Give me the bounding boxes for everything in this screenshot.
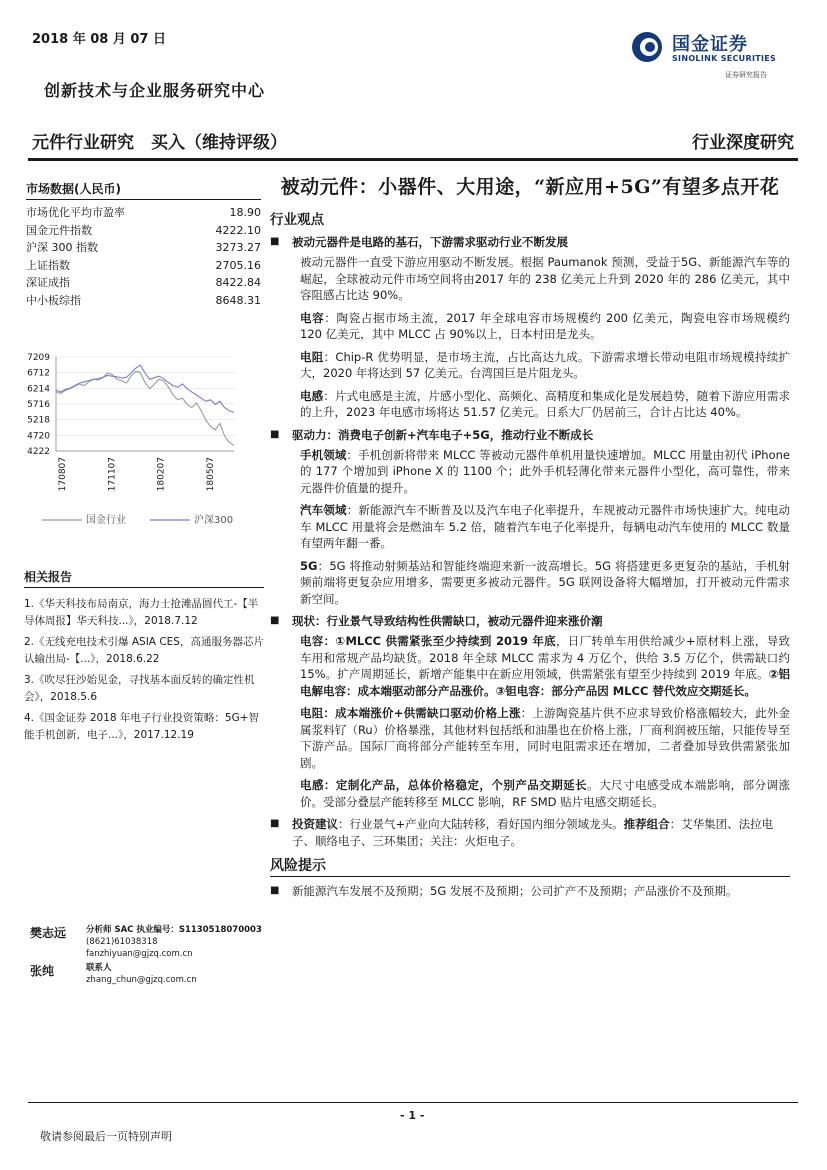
bottom-rule: [28, 1102, 798, 1103]
market-row-value: 18.90: [229, 206, 261, 219]
y-tick-label: 7209: [27, 353, 50, 363]
analyst-card: [30, 962, 270, 1000]
para-auto: 汽车领域：新能源汽车不断普及以及汽车电子化率提升，车规被动元器件市场快速扩大。纯电动车 MLCC 用量将会是燃油车 5.2 倍，随着汽车电子化率提升，每辆电动汽车使用的 MLCC 数量有望两年翻一番。: [300, 503, 790, 550]
bullet-risk: ■ 新能源汽车发展不及预期；5G 发展不及预期；公司扩产不及预期；产品涨价不及预期。: [270, 884, 738, 898]
market-data: [26, 180, 261, 309]
series-line-hs300: [56, 365, 234, 412]
para-phone: 手机领域：手机创新将带来 MLCC 等被动元器件单机用量快速增加。MLCC 用量由初代 iPhone 的 177 个增加到 iPhone X 的 1100 个；此外手机轻薄化带来元器件小型化，高可靠性，带来元器件价值量的提升。: [300, 447, 790, 495]
market-data-rows: [26, 204, 261, 309]
logo-subtitle: 证券研究报告: [725, 71, 767, 79]
market-row: [26, 204, 261, 222]
para-capacitor-status: 电容：①MLCC 供需紧张至少持续到 2019 年底，日厂转单车用供给减少+原材料上涨，导致车用和常规产品均缺货。2018 年全球 MLCC 需求为 4 万亿个，供给 3.5 万亿个，供需缺口约 15%。扩产周期延长，新增产能集中在新应用领域，供需紧张有望至少持续到 2019 年底。②铝电解电容：成本端驱动部分产品涨价。③钽电容：部分产品因 MLCC 替代效应交期延长。: [300, 634, 790, 698]
bullet-foundation: ■ 被动元器件是电路的基石，下游需求驱动行业不断发展: [270, 235, 568, 249]
para-inductor: 电感：片式电感是主流，片感小型化、高频化、高精度和集成化是发展趋势，随着下游应用需求的上升，2023 年电感市场将达 51.57 亿美元。日系大厂仍居前三，合计占比达 40%。: [300, 388, 790, 419]
related-report-item[interactable]: 1.《华天科技布局南京，海力士抢滩晶圆代工-【半导体周报】华天科技...》，2018.7.12: [24, 598, 259, 627]
index-line-chart: [22, 345, 262, 545]
bullet-square-icon: ■: [270, 428, 280, 440]
market-row-value: 2705.16: [215, 258, 261, 272]
market-row: [26, 274, 261, 292]
x-tick-label: 170807: [58, 457, 68, 492]
related-report-item[interactable]: 2.《无线充电技术引爆 ASIA CES，高通服务器芯片认输出局-【...》，2018.6.22: [24, 636, 264, 665]
market-row-label: 上证指数: [26, 258, 70, 272]
analyst-details: [86, 962, 197, 986]
analysts: [30, 924, 270, 1000]
bullet-status: ■ 现状：行业景气导致结构性供需缺口，被动元器件迎来涨价潮: [270, 614, 603, 628]
related-report-item[interactable]: 3.《吹尽狂沙始见金，寻找基本面反转的确定性机会》，2018.5.6: [24, 674, 255, 703]
page-number: - 1 -: [400, 1109, 425, 1122]
y-tick-label: 6214: [27, 384, 50, 395]
logo-name-cn: 国金证券: [672, 34, 748, 55]
company-logo: [630, 26, 800, 84]
x-tick-label: 180507: [206, 457, 216, 492]
y-tick-label: 6712: [27, 368, 50, 379]
para-capacitor: 电容：陶瓷占据市场主流，2017 年全球电容市场规模约 200 亿美元，陶瓷电容市场规模约 120 亿美元，其中 MLCC 占 90%以上，日本村田是龙头。: [300, 310, 790, 341]
market-row-label: 中小板综指: [26, 293, 81, 307]
analyst-details: [86, 924, 262, 960]
para-inductor-status: 电感：定制化产品，总体价格稳定，个别产品交期延长。大尺寸电感受成本端影响，部分调涨价。受部分叠层产能转移至 MLCC 影响，RF SMD 贴片电感交期延长。: [300, 778, 791, 809]
bullet-investment: ■ 投资建议：行业景气+产业向大陆转移，看好国内细分领域龙头。推荐组合：艾华集团、法拉电子、顺络电子、三环集团；关注：火炬电子。: [270, 817, 774, 848]
related-reports-title: 相关报告: [24, 568, 264, 588]
market-row-value: 4222.10: [215, 223, 261, 237]
legend-label: 国金行业: [86, 515, 126, 526]
analyst-name: 张纯: [30, 964, 55, 978]
analyst-card: [30, 924, 270, 962]
para-resistor-status: 电阻：成本端涨价+供需缺口驱动价格上涨：上游陶瓷基片供不应求导致价格涨幅较大，此外金属浆料钌（Ru）价格暴涨，其他材料包括纸和油墨也在价格上涨，厂商利润被压缩，只能传导至下游产品。国际厂商将部分产能转至车用，同时电阻需求还在增加，二者叠加导致供需紧张加剧。: [300, 706, 791, 770]
y-tick-label: 4222: [27, 447, 50, 457]
market-row-value: 8422.84: [215, 276, 261, 289]
market-row: [26, 222, 261, 240]
market-row-value: 3273.27: [215, 241, 261, 254]
x-tick-label: 180207: [156, 457, 167, 492]
analyst-detail-line: 分析师 SAC 执业编号：S1130518070003: [86, 925, 262, 935]
bullet-square-icon: ■: [270, 615, 280, 626]
para-overview: 被动元器件一直受下游应用驱动不断发展。根据 Paumanok 预测，受益于5G、新能源汽车等的崛起，全球被动元件市场空间将由2017 年的 238 亿美元上升到 2020 年的 286 亿美元，其中容阻感占比达 90%。: [300, 255, 790, 302]
report-date: 2018 年 08 月 07 日: [32, 32, 166, 47]
section-title-view: 行业观点: [270, 212, 324, 228]
market-data-title: 市场数据(人民币): [26, 180, 261, 200]
analyst-name: 樊志远: [30, 926, 67, 940]
analyst-detail-line: (8621)61038318: [86, 937, 158, 947]
main-content: [270, 172, 790, 904]
y-tick-label: 4720: [27, 431, 50, 442]
disclaimer: 敬请参阅最后一页特别声明: [40, 1130, 172, 1143]
analyst-detail-line[interactable]: zhang_chun@gjzq.com.cn: [86, 975, 197, 985]
related-reports: [24, 568, 264, 748]
research-center: 创新技术与企业服务研究中心: [44, 81, 266, 100]
market-row-label: 深证成指: [26, 276, 70, 289]
x-tick-label: 171107: [107, 457, 118, 492]
para-5g: 5G：5G 将推动射频基站和智能终端迎来新一波高增长。5G 将搭建更多更复杂的基站，手机射频前端将更复杂应用增多，需要更多被动元器件。5G 联网设备将大幅增加，打开被动元件需求新空间。: [300, 558, 790, 606]
para-resistor: 电阻：Chip-R 优势明显，是市场主流，占比高达九成。下游需求增长带动电阻市场规模持续扩大，2020 年将达到 57 亿美元。台湾国巨是片阻龙头。: [300, 349, 791, 380]
bullet-drivers: ■ 驱动力：消费电子创新+汽车电子+5G，推动行业不断成长: [270, 427, 594, 442]
analyst-detail-line: 联系人: [86, 963, 112, 973]
logo-name-en: SINOLINK SECURITIES: [672, 54, 777, 63]
analyst-detail-line[interactable]: fanzhiyuan@gjzq.com.cn: [86, 949, 193, 959]
market-row-label: 沪深 300 指数: [26, 241, 98, 254]
top-rule: [28, 158, 798, 161]
market-row-label: 国金元件指数: [26, 223, 92, 237]
market-row: [26, 239, 261, 257]
related-reports-list: [24, 596, 264, 744]
bullet-square-icon: ■: [270, 236, 280, 247]
y-tick-label: 5218: [27, 415, 50, 426]
report-type: 行业深度研究: [692, 133, 794, 153]
risk-title: 风险提示: [270, 855, 790, 877]
report-headline: 被动元件：小器件、大用途，“新应用+5G”有望多点开花: [280, 176, 780, 198]
y-tick-label: 5716: [27, 399, 50, 410]
market-row: [26, 257, 261, 275]
sector-rating: 元件行业研究 买入（维持评级）: [32, 133, 287, 153]
bullet-square-icon: ■: [270, 818, 280, 829]
market-row-value: 8648.31: [215, 293, 261, 307]
market-row-label: 市场优化平均市盈率: [26, 206, 125, 219]
market-row: [26, 292, 261, 310]
related-report-item[interactable]: 4.《国金证券 2018 年电子行业投资策略：5G+智能手机创新，电子...》，2017.12.19: [24, 712, 260, 741]
bullet-square-icon: ■: [270, 885, 280, 896]
legend-label: 沪深300: [194, 515, 234, 526]
logo-mark-icon: [630, 30, 664, 64]
